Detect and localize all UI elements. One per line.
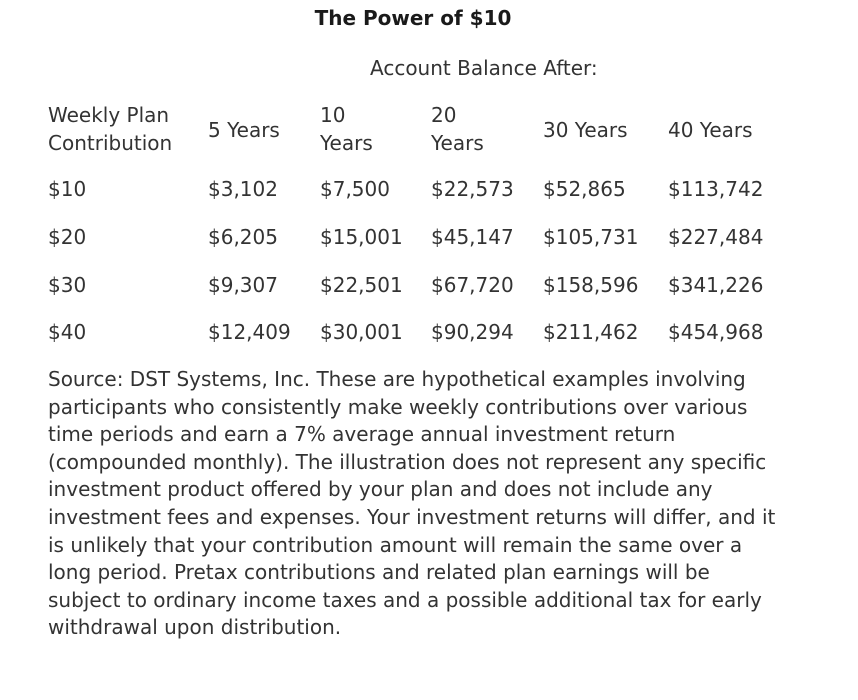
header-20-years-line1: 20 bbox=[431, 103, 457, 127]
header-40-years: 40 Years bbox=[668, 118, 753, 142]
table-cell-5-years: $9,307 bbox=[208, 273, 278, 297]
table-subtitle: Account Balance After: bbox=[370, 56, 598, 80]
header-10-years bbox=[320, 101, 373, 157]
table-cell-30-years: $52,865 bbox=[543, 177, 626, 201]
table-cell-40-years: $341,226 bbox=[668, 273, 764, 297]
table-cell-40-years: $113,742 bbox=[668, 177, 764, 201]
header-30-years: 30 Years bbox=[543, 118, 628, 142]
table-cell-40-years: $227,484 bbox=[668, 225, 764, 249]
table-cell-10-years: $22,501 bbox=[320, 273, 403, 297]
table-cell-contribution: $30 bbox=[48, 273, 87, 297]
header-contribution-line2: Contribution bbox=[48, 131, 173, 155]
header-20-years-line2: Years bbox=[431, 131, 484, 155]
table-cell-20-years: $90,294 bbox=[431, 320, 514, 344]
page-title: The Power of $10 bbox=[314, 6, 512, 30]
header-contribution-line1: Weekly Plan bbox=[48, 103, 170, 127]
table-cell-30-years: $211,462 bbox=[543, 320, 639, 344]
table-cell-contribution: $20 bbox=[48, 225, 87, 249]
table-cell-20-years: $45,147 bbox=[431, 225, 514, 249]
table-cell-30-years: $158,596 bbox=[543, 273, 639, 297]
table-cell-5-years: $12,409 bbox=[208, 320, 291, 344]
table-cell-10-years: $30,001 bbox=[320, 320, 403, 344]
header-5-years: 5 Years bbox=[208, 118, 280, 142]
table-cell-5-years: $6,205 bbox=[208, 225, 278, 249]
table-cell-10-years: $15,001 bbox=[320, 225, 403, 249]
table-cell-20-years: $22,573 bbox=[431, 177, 514, 201]
header-10-years-line1: 10 bbox=[320, 103, 346, 127]
table-cell-contribution: $10 bbox=[48, 177, 87, 201]
table-cell-20-years: $67,720 bbox=[431, 273, 514, 297]
table-cell-30-years: $105,731 bbox=[543, 225, 639, 249]
source-disclaimer: Source: DST Systems, Inc. These are hypothetical examples involving participants who consistently make weekly contributions over various time periods and earn a 7% average annual investment return (compounded monthly). The illustration does not represent any specific investment product offered by your plan and does not include any investment fees and expenses. Your investment returns will differ, and it is unlikely that your contribution amount will remain the same over a long period. Pretax contributions and related plan earnings will be subject to ordinary income taxes and a possible additional tax for early withdrawal upon distribution. bbox=[48, 367, 776, 640]
header-10-years-line2: Years bbox=[320, 131, 373, 155]
table-cell-contribution: $40 bbox=[48, 320, 87, 344]
header-20-years bbox=[431, 101, 484, 157]
header-contribution bbox=[48, 101, 172, 157]
table-cell-40-years: $454,968 bbox=[668, 320, 764, 344]
table-cell-5-years: $3,102 bbox=[208, 177, 278, 201]
table-cell-10-years: $7,500 bbox=[320, 177, 390, 201]
